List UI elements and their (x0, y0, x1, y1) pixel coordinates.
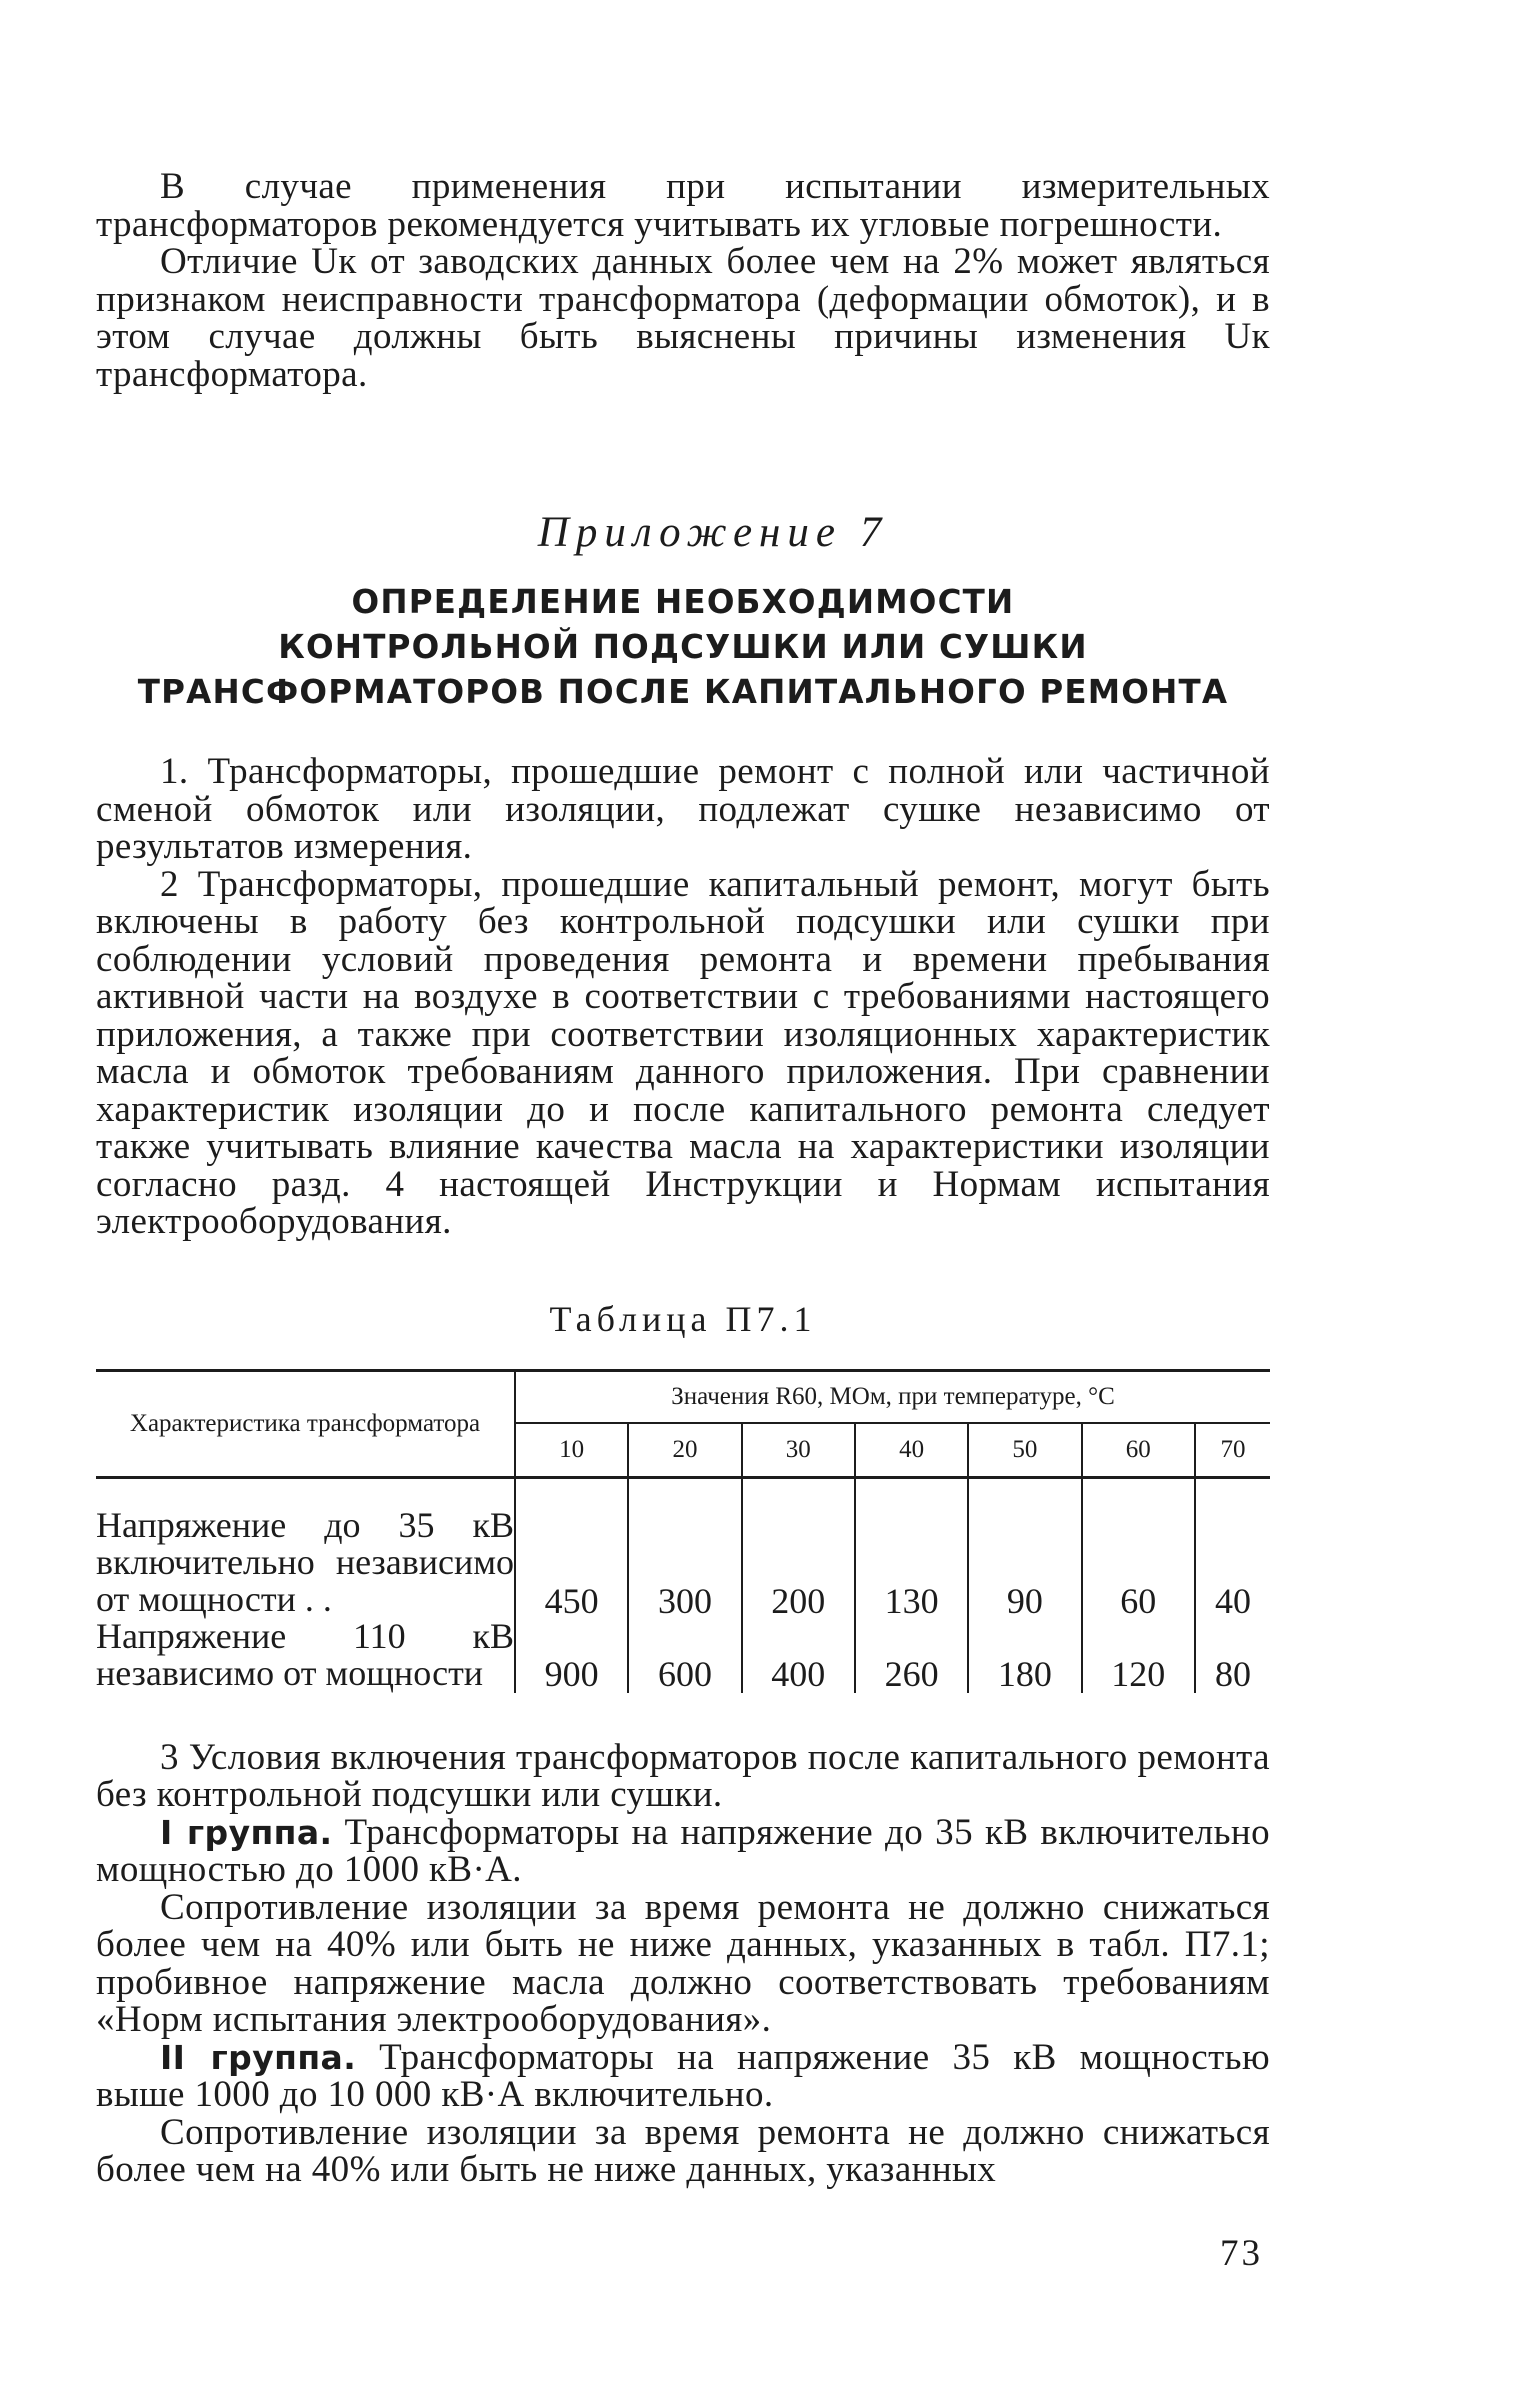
appendix-label: Приложение 7 (537, 509, 889, 556)
row-1-value: 40 (1214, 1580, 1251, 1621)
row-1-value: 130 (884, 1580, 939, 1621)
table-caption: Таблица П7.1 (549, 1298, 817, 1339)
group-1-resistance-paragraph: Сопротивление изоляции за время ремонта не должно снижаться более чем на 40% или быть не ниже данных, указанных в табл. П7.1; пробивное напряжение масла должно соответствовать требованиям «Норм испытания электрооборудования». (96, 1886, 1270, 2040)
row-1-value: 200 (771, 1580, 826, 1621)
section-body (96, 753, 1270, 1241)
group-2-paragraph (96, 2036, 1270, 2115)
row-2-value: 120 (1111, 1653, 1166, 1694)
row-1-value: 450 (544, 1580, 599, 1621)
group-2-resistance-paragraph: Сопротивление изоляции за время ремонта не должно снижаться более чем на 40% или быть не ниже данных, указанных (96, 2111, 1270, 2190)
temp-header: 70 (1195, 1423, 1270, 1477)
row-2-value: 180 (997, 1653, 1052, 1694)
conditions-section (96, 1736, 1270, 2190)
group-2-label: II группа. (160, 2037, 357, 2077)
value-cell (968, 1477, 1081, 1693)
temp-header: 40 (855, 1423, 968, 1477)
temp-header: 50 (968, 1423, 1081, 1477)
title-line-2: КОНТРОЛЬНОЙ ПОДСУШКИ ИЛИ СУШКИ (278, 628, 1088, 666)
temp-header: 30 (742, 1423, 855, 1477)
row-2-value: 80 (1214, 1653, 1251, 1694)
temp-header: 10 (515, 1423, 628, 1477)
row-1-value: 300 (657, 1580, 712, 1621)
temp-header: 60 (1082, 1423, 1195, 1477)
characteristic-header: Характеристика трансформатора (96, 1370, 515, 1477)
row-2-value: 260 (884, 1653, 939, 1694)
title-line-1: ОПРЕДЕЛЕНИЕ НЕОБХОДИМОСТИ (351, 583, 1015, 621)
item-3-paragraph: 3 Условия включения трансформаторов после капитального ремонта без контрольной подсушки или сушки. (96, 1736, 1270, 1815)
row-2-value: 400 (771, 1653, 826, 1694)
row-2-label: Напряжение 110 кВ независимо от мощности (96, 1615, 514, 1693)
value-cell (855, 1477, 968, 1693)
value-cell (742, 1477, 855, 1693)
row-1-value: 60 (1120, 1580, 1157, 1621)
intro-paragraph-2: Отличие Uк от заводских данных более чем на 2% может являться признаком неисправности трансформатора (деформации обмоток), и в этом случае должны быть выяснены причины изменения Uк трансформатора. (96, 241, 1270, 395)
group-1-paragraph (96, 1811, 1270, 1890)
document-page (96, 168, 1270, 2189)
row-2-value: 900 (544, 1653, 599, 1694)
value-cell (515, 1477, 628, 1693)
item-2-paragraph: 2 Трансформаторы, прошедшие капитальный ремонт, могут быть включены в работу без контрольной подсушки или сушки при соблюдении условий проведения ремонта и времени пребывания активной части на воздухе в соответствии с требованиями настоящего приложения, а также при соответствии изоляционных характеристик масла и обмоток требованиям данного приложения. При сравнении характеристик изоляции до и после капитального ремонта следует также учитывать влияние качества масла на характеристики изоляции согласно разд. 4 настоящей Инструкции и Нормам испытания электрооборудования. (96, 863, 1270, 1242)
value-cell (628, 1477, 741, 1693)
appendix-title (96, 580, 1270, 715)
value-cell (1082, 1477, 1195, 1693)
title-line-3: ТРАНСФОРМАТОРОВ ПОСЛЕ КАПИТАЛЬНОГО РЕМОНТА (137, 673, 1229, 711)
temp-header: 20 (628, 1423, 741, 1477)
item-1-paragraph: 1. Трансформаторы, прошедшие ремонт с полной или частичной сменой обмоток или изоляции, подлежат сушке независимо от результатов измерения. (96, 751, 1270, 867)
group-1-text: Трансформаторы на напряжение до 35 кВ включительно мощностью до 1000 кВ·А. (96, 1811, 1270, 1890)
value-cell (1195, 1477, 1270, 1693)
row-1-value: 90 (1006, 1580, 1043, 1621)
table-body-row (96, 1477, 1270, 1693)
values-header: Значения R60, МОм, при температуре, °С (671, 1383, 1115, 1411)
resistance-table (96, 1369, 1270, 1693)
row-labels (96, 1477, 515, 1693)
page-number: 73 (1220, 2233, 1263, 2274)
intro-paragraph-1: В случае применения при испытании измерительных трансформаторов рекомендуется учитывать их угловые погрешности. (96, 166, 1270, 245)
group-2-text: Трансформаторы на напряжение 35 кВ мощностью выше 1000 до 10 000 кВ·А включительно. (96, 2036, 1270, 2115)
row-1-label: Напряжение до 35 кВ включительно независимо от мощности . . (96, 1504, 514, 1619)
group-1-label: I группа. (160, 1812, 333, 1852)
row-2-value: 600 (657, 1653, 712, 1694)
